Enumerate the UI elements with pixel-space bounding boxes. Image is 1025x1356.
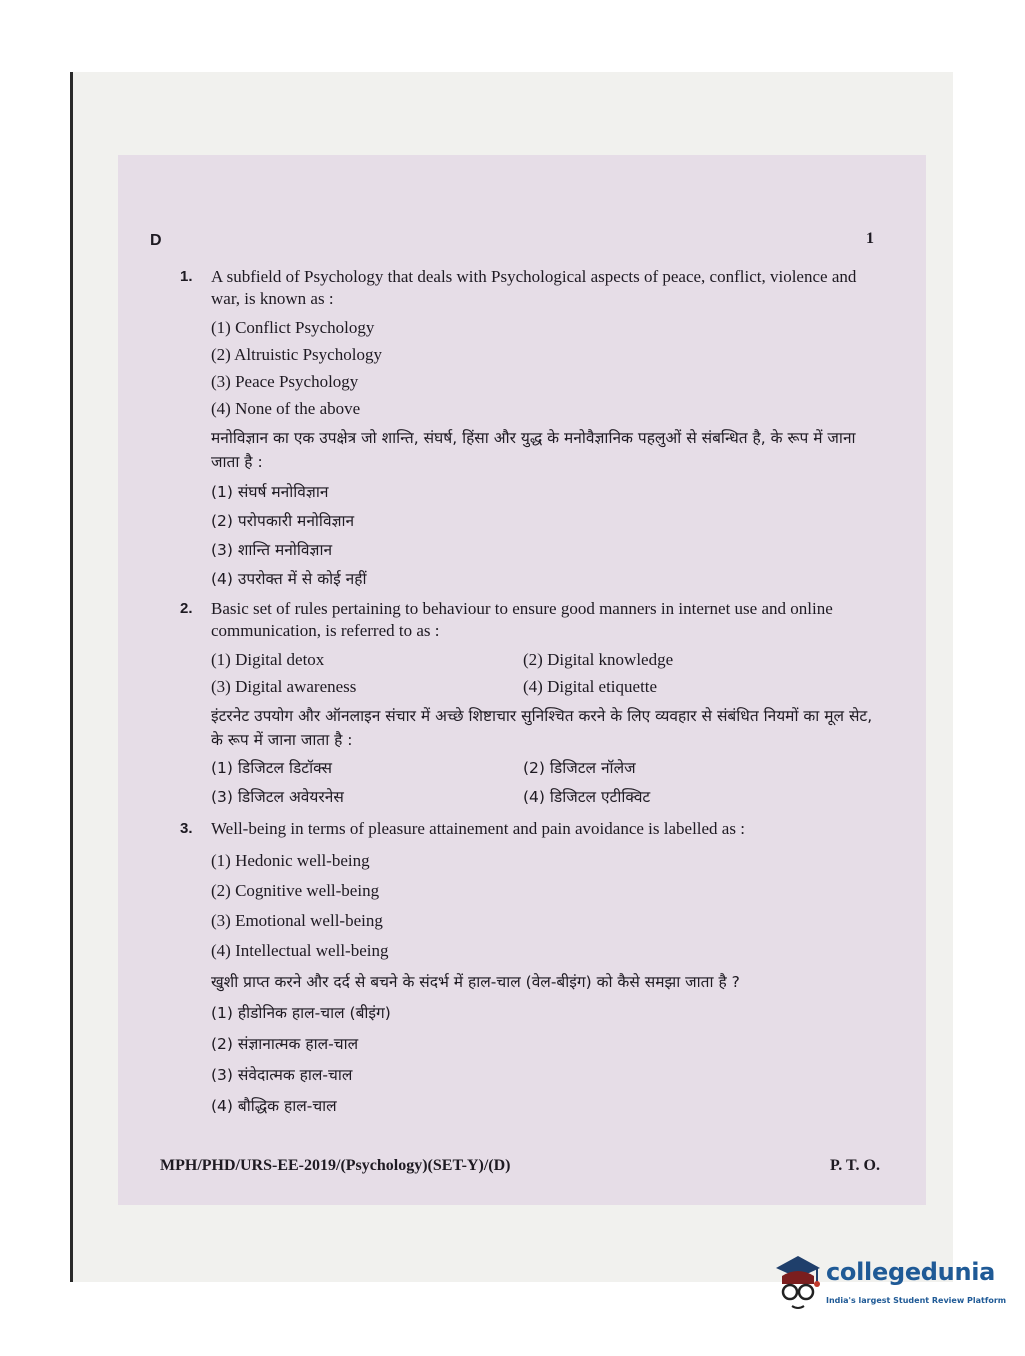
question-3 [180,818,880,1122]
option-en: (1) Digital detox [211,650,325,669]
question-stem-en: Well-being in terms of pleasure attainement and pain avoidance is labelled as : [211,819,745,838]
option-hi: (2) संज्ञानात्मक हाल-चाल [211,1035,359,1053]
option-hi: (4) डिजिटल एटीक्विट [523,788,651,806]
option-en: (2) Digital knowledge [523,650,674,669]
option-en: (1) Hedonic well-being [211,851,370,870]
option-en: (3) Digital awareness [211,677,357,696]
option-hi: (2) परोपकारी मनोविज्ञान [211,512,355,530]
question-stem-hi: इंटरनेट उपयोग और ऑनलाइन संचार में अच्छे शिष्टाचार सुनिश्चित करने के लिए व्यवहार से संबंधित नियमों का मूल सेट, के रूप में जाना जाता है : [211,707,873,749]
question-2 [180,598,880,812]
question-stem-hi: मनोविज्ञान का एक उपक्षेत्र जो शान्ति, संघर्ष, हिंसा और युद्ध के मनोवैज्ञानिक पहलुओं से संबन्धित है, के रूप में जाना जाता है : [211,429,856,471]
paper-code: MPH/PHD/URS-EE-2019/(Psychology)(SET-Y)/(D) [160,1157,511,1174]
option-en: (4) Digital etiquette [523,677,658,696]
brand-tagline: India's largest Student Review Platform [826,1296,1007,1305]
question-stem-en: A subfield of Psychology that deals with Psychological aspects of peace, conflict, violence and war, is known as : [211,267,857,308]
question-number: 2. [180,600,193,617]
option-hi: (3) शान्ति मनोविज्ञान [211,541,333,559]
set-letter: D [150,232,162,249]
option-hi: (2) डिजिटल नॉलेज [523,759,636,777]
option-en: (3) Emotional well-being [211,911,383,930]
option-en: (2) Cognitive well-being [211,881,380,900]
option-hi: (3) डिजिटल अवेयरनेस [211,788,344,806]
option-hi: (1) संघर्ष मनोविज्ञान [211,483,329,501]
option-en: (1) Conflict Psychology [211,318,375,337]
option-hi: (1) हीडोनिक हाल-चाल (बीइंग) [211,1004,391,1022]
question-number: 1. [180,268,193,285]
brand-name: collegedunia [826,1258,996,1286]
option-hi: (1) डिजिटल डिटॉक्स [211,759,332,777]
question-1 [180,266,880,594]
collegedunia-logo [770,1250,1010,1320]
option-en: (4) None of the above [211,399,361,418]
option-hi: (3) संवेदात्मक हाल-चाल [211,1066,353,1084]
option-en: (3) Peace Psychology [211,372,359,391]
option-hi: (4) बौद्धिक हाल-चाल [211,1097,337,1115]
question-number: 3. [180,820,193,837]
option-hi: (4) उपरोक्त में से कोई नहीं [211,570,367,588]
option-en: (4) Intellectual well-being [211,941,389,960]
page-number: 1 [866,230,874,247]
question-stem-hi: खुशी प्राप्त करने और दर्द से बचने के संदर्भ में हाल-चाल (वेल-बीइंग) को कैसे समझा जाता है ? [211,973,740,991]
pto-label: P. T. O. [830,1157,880,1174]
option-en: (2) Altruistic Psychology [211,345,382,364]
student-mascot-icon [770,1250,826,1316]
question-stem-en: Basic set of rules pertaining to behaviour to ensure good manners in internet use and online communication, is referred to as : [211,599,833,640]
